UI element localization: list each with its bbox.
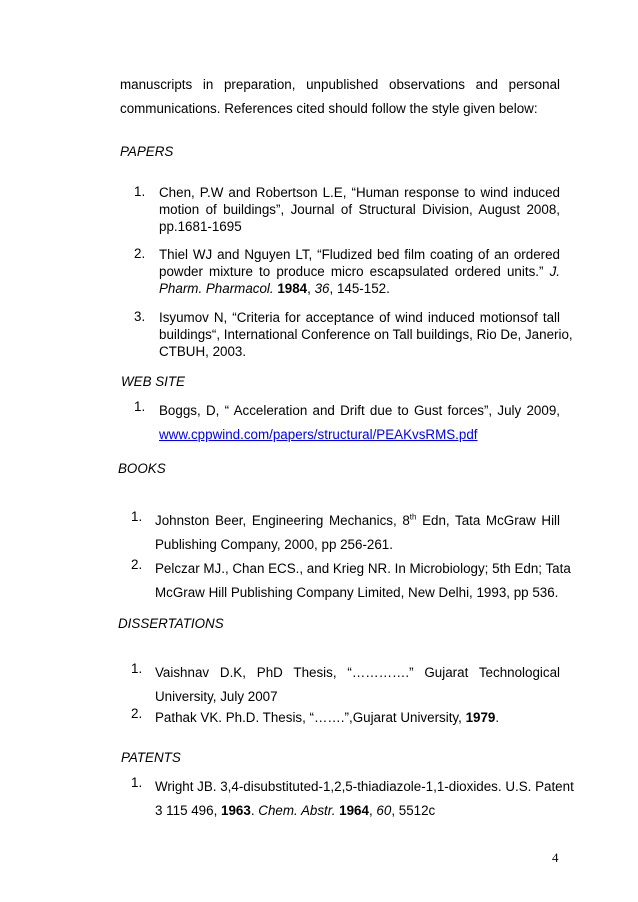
dissertations-item-2-year: 1979 xyxy=(465,710,496,725)
books-item-1-superscript: th xyxy=(409,512,417,522)
papers-heading: PAPERS xyxy=(120,144,174,159)
papers-item-2-pages: , 145-152. xyxy=(329,281,390,296)
papers-item-2-sep: , xyxy=(307,281,315,296)
papers-item-2-line-1: Thiel WJ and Nguyen LT, “Fludized bed film coating of an ordered xyxy=(159,247,560,262)
website-item-1-line-2 xyxy=(159,423,560,447)
papers-item-2-line-2 xyxy=(159,263,560,280)
dissertations-item-2-number: 2. xyxy=(131,706,143,721)
papers-item-2-year: 1984 xyxy=(277,281,308,296)
papers-item-2-journal-start: J. xyxy=(549,264,560,279)
patents-item-1-number: 1. xyxy=(131,775,143,790)
intro-line-1: manuscripts in preparation, unpublished observations and personal xyxy=(120,77,560,92)
papers-item-1-number: 1. xyxy=(134,184,146,199)
patents-item-1-line-2 xyxy=(155,799,560,823)
patents-item-1-sep-3: , xyxy=(368,803,377,818)
patents-heading: PATENTS xyxy=(121,750,181,765)
books-item-1-line-1 xyxy=(155,509,560,533)
books-heading: BOOKS xyxy=(118,461,166,476)
papers-item-3-line-3: CTBUH, 2003. xyxy=(159,344,247,359)
website-item-1-link[interactable]: www.cppwind.com/papers/structural/PEAKvsRMS.pdf xyxy=(159,427,478,442)
books-item-1-line-1-text: Johnston Beer, Engineering Mechanics, 8 xyxy=(155,513,410,528)
books-item-1-line-1-rest: Edn, Tata McGraw Hill xyxy=(416,513,560,528)
dissertations-item-1-number: 1. xyxy=(131,661,143,676)
patents-item-1-line-1: Wright JB. 3,4-disubstituted-1,2,5-thiadiazole-1,1-dioxides. U.S. Patent xyxy=(155,779,574,794)
dissertations-item-2-end: . xyxy=(495,710,500,725)
papers-item-3-number: 3. xyxy=(134,309,146,324)
papers-item-2-line-2-text: powder mixture to produce micro escapsulated ordered units.” xyxy=(159,264,544,279)
dissertations-item-2-line-1 xyxy=(155,706,560,730)
dissertations-heading: DISSERTATIONS xyxy=(118,616,224,631)
papers-item-3-line-1: Isyumov N, “Criteria for acceptance of wind induced motionsof tall xyxy=(159,310,560,325)
books-item-2-line-1: Pelczar MJ., Chan ECS., and Krieg NR. In Microbiology; 5th Edn; Tata xyxy=(155,561,571,576)
books-item-1-number: 1. xyxy=(131,509,143,524)
patents-item-1-journal-year: 1964 xyxy=(339,803,369,818)
books-item-2-number: 2. xyxy=(131,557,143,572)
books-item-2-line-2: McGraw Hill Publishing Company Limited, New Delhi, 1993, pp 536. xyxy=(155,585,559,600)
intro-line-2: communications. References cited should follow the style given below: xyxy=(120,101,538,116)
papers-item-1-line-3: pp.1681-1695 xyxy=(159,219,242,234)
books-item-1-line-2: Publishing Company, 2000, pp 256-261. xyxy=(155,537,393,552)
website-item-1-number: 1. xyxy=(134,399,146,414)
papers-item-2-line-3 xyxy=(159,280,560,297)
papers-item-3-line-2: buildings“, International Conference on Tall buildings, Rio De, Janerio, xyxy=(159,327,573,342)
papers-item-1-line-1: Chen, P.W and Robertson L.E, “Human response to wind induced xyxy=(159,185,560,200)
dissertations-item-1-line-2: University, July 2007 xyxy=(155,689,278,704)
patents-item-1-sep-1: . xyxy=(250,803,259,818)
intro-paragraph xyxy=(120,73,560,121)
papers-item-2-journal: Pharm. Pharmacol. xyxy=(159,281,274,296)
patents-item-1-year: 1963 xyxy=(221,803,251,818)
patents-item-1-number-text: 3 115 496, xyxy=(155,803,222,818)
website-item-1-line-1: Boggs, D, “ Acceleration and Drift due to Gust forces”, July 2009, xyxy=(159,403,560,418)
papers-item-2-volume: 36 xyxy=(314,281,330,296)
papers-item-1-line-2: motion of buildings”, Journal of Structural Division, August 2008, xyxy=(159,202,560,217)
patents-item-1-pages: , 5512c xyxy=(391,803,436,818)
website-heading: WEB SITE xyxy=(121,374,185,389)
page-number: 4 xyxy=(552,850,559,865)
patents-item-1-volume: 60 xyxy=(376,803,392,818)
dissertations-item-1-line-1: Vaishnav D.K, PhD Thesis, “………….” Gujarat Technological xyxy=(155,665,560,680)
dissertations-item-2-text: Pathak VK. Ph.D. Thesis, “…….”,Gujarat University, xyxy=(155,710,466,725)
patents-item-1-journal: Chem. Abstr. xyxy=(258,803,336,818)
papers-item-2-number: 2. xyxy=(134,246,146,261)
